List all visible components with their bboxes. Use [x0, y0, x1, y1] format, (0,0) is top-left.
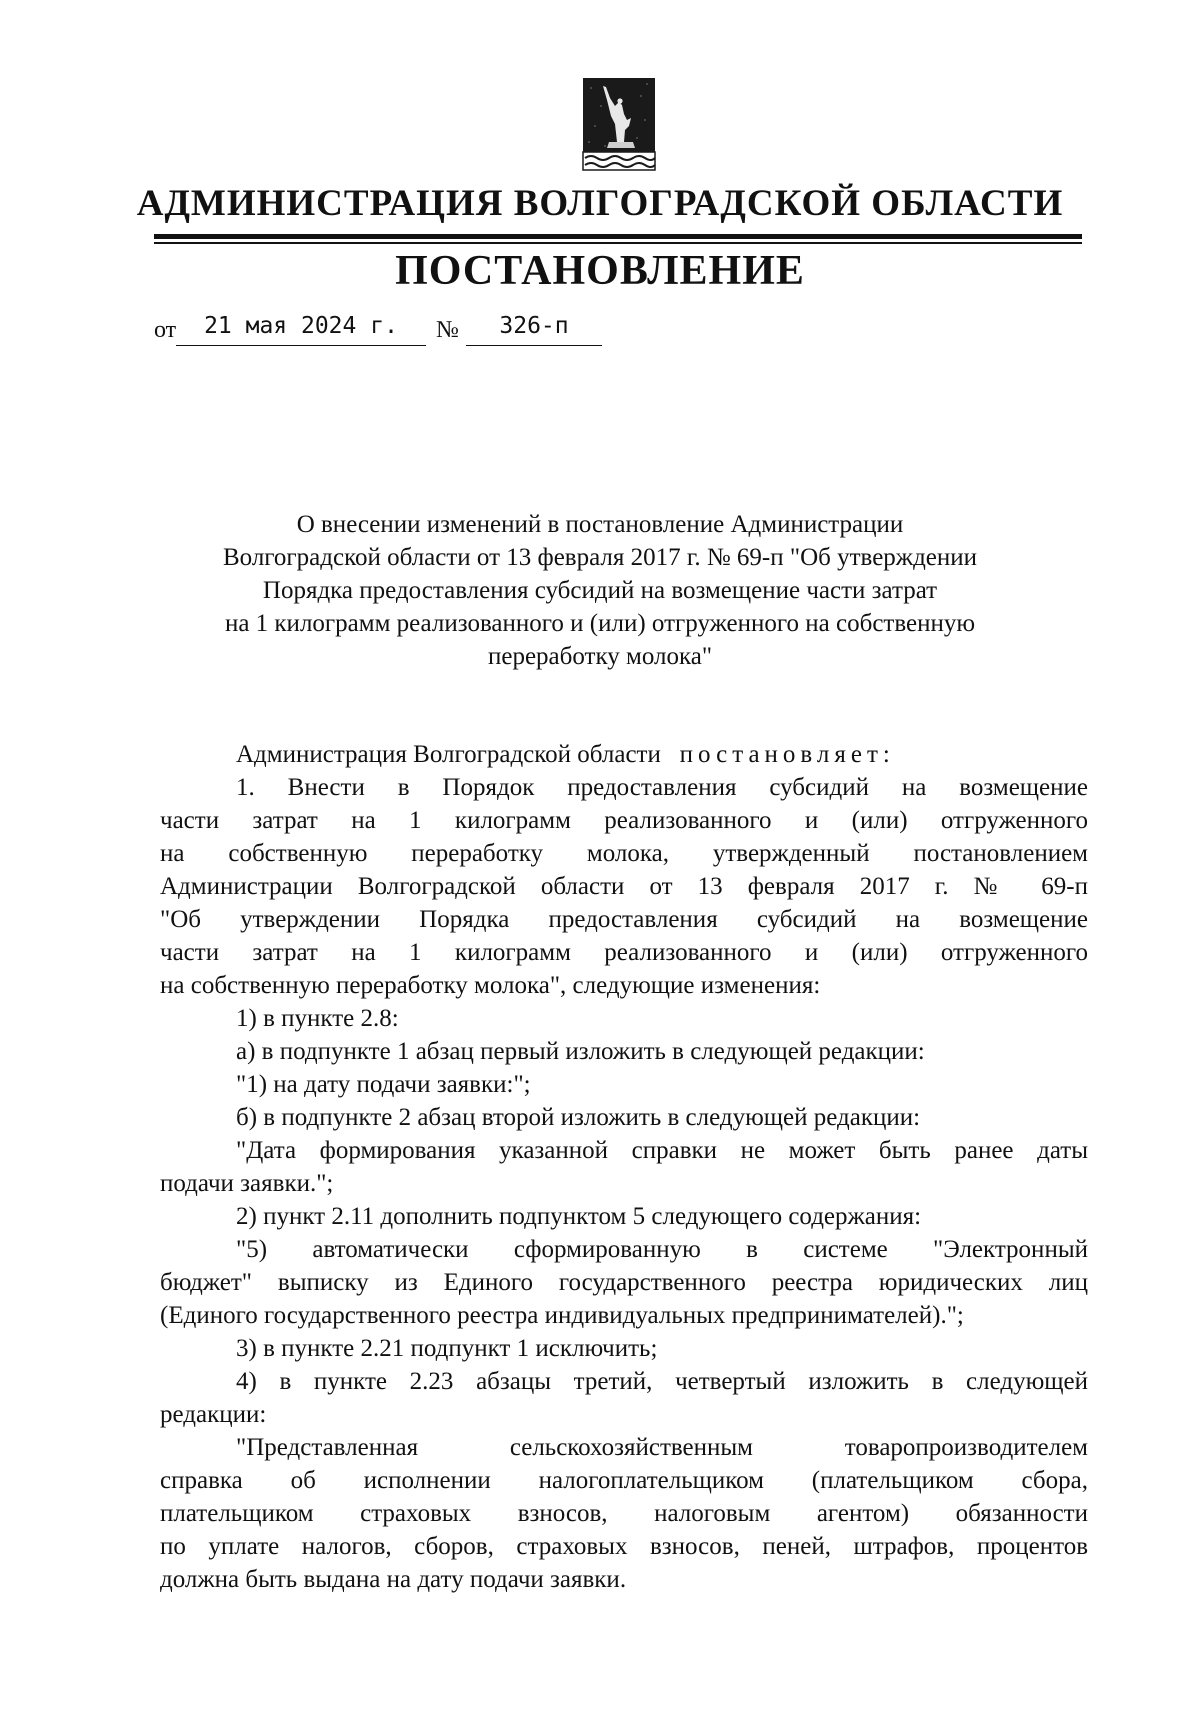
paragraph-line: части затрат на 1 килограмм реализованного и (или) отгруженного — [160, 939, 1088, 966]
document-date: 21 мая 2024 г. — [176, 309, 426, 346]
paragraph-line: 1. Внести в Порядок предоставления субсидий на возмещение — [236, 774, 1088, 801]
item-2: 2) пункт 2.11 дополнить подпунктом 5 следующего содержания: — [236, 1203, 922, 1230]
paragraph-line: Администрации Волгоградской области от 13 февраля 2017 г. № 69-п — [160, 873, 1088, 900]
preamble-start: Администрация Волгоградской области — [236, 741, 661, 768]
document-body — [160, 738, 1088, 1596]
organization-title: АДМИНИСТРАЦИЯ ВОЛГОГРАДСКОЙ ОБЛАСТИ — [136, 183, 1064, 224]
document-number: 326-п — [466, 309, 602, 346]
subject-line: Волгоградской области от 13 февраля 2017 г. № 69-п "Об утверждении — [222, 544, 978, 571]
subject-line: на 1 килограмм реализованного и (или) отгруженного на собственную — [224, 610, 976, 637]
item-4-text: справка об исполнении налогоплательщиком (плательщиком сбора, — [160, 1467, 1088, 1494]
header-rule-thin — [154, 242, 1082, 244]
item-1: 1) в пункте 2.8: — [236, 1005, 399, 1032]
subject-line: переработку молока" — [487, 643, 713, 670]
item-1b-text: подачи заявки."; — [160, 1170, 334, 1197]
item-2-text: (Единого государственного реестра индивидуальных предпринимателей)."; — [160, 1302, 964, 1329]
preamble-verb: постановляет: — [679, 741, 895, 768]
coat-of-arms-icon — [581, 76, 657, 176]
item-1a: а) в подпункте 1 абзац первый изложить в следующей редакции: — [236, 1038, 925, 1065]
subject-line: Порядка предоставления субсидий на возмещение части затрат — [262, 577, 938, 604]
item-3: 3) в пункте 2.21 подпункт 1 исключить; — [236, 1335, 658, 1362]
item-1b: б) в подпункте 2 абзац второй изложить в следующей редакции: — [236, 1104, 921, 1131]
paragraph-line: на собственную переработку молока", следующие изменения: — [160, 972, 821, 999]
header-rule-thick — [154, 234, 1082, 239]
item-1b-text: "Дата формирования указанной справки не может быть ранее даты — [236, 1137, 1088, 1164]
item-4-text: "Представленная сельскохозяйственным товаропроизводителем — [236, 1434, 1088, 1461]
item-2-text: бюджет" выписку из Единого государственного реестра юридических лиц — [160, 1269, 1088, 1296]
preamble — [160, 738, 1088, 771]
item-4-text: должна быть выдана на дату подачи заявки. — [160, 1566, 627, 1593]
item-4: редакции: — [160, 1401, 267, 1428]
date-prefix: от — [154, 317, 177, 343]
item-4-text: по уплате налогов, сборов, страховых взносов, пеней, штрафов, процентов — [160, 1533, 1088, 1560]
item-4: 4) в пункте 2.23 абзацы третий, четвертый изложить в следующей — [236, 1368, 1088, 1395]
paragraph-line: части затрат на 1 килограмм реализованного и (или) отгруженного — [160, 807, 1088, 834]
item-4-text: плательщиком страховых взносов, налоговым агентом) обязанности — [160, 1500, 1088, 1527]
subject-line: О внесении изменений в постановление Администрации — [296, 511, 904, 538]
item-2-text: "5) автоматически сформированную в системе "Электронный — [236, 1236, 1088, 1263]
document-type: ПОСТАНОВЛЕНИЕ — [395, 248, 805, 294]
paragraph-line: на собственную переработку молока, утвержденный постановлением — [160, 840, 1088, 867]
number-prefix: № — [436, 317, 459, 343]
item-1a-text: "1) на дату подачи заявки:"; — [236, 1071, 531, 1098]
document-subject — [150, 508, 1050, 673]
paragraph-line: "Об утверждении Порядка предоставления субсидий на возмещение — [160, 906, 1088, 933]
date-number-line — [154, 306, 614, 346]
